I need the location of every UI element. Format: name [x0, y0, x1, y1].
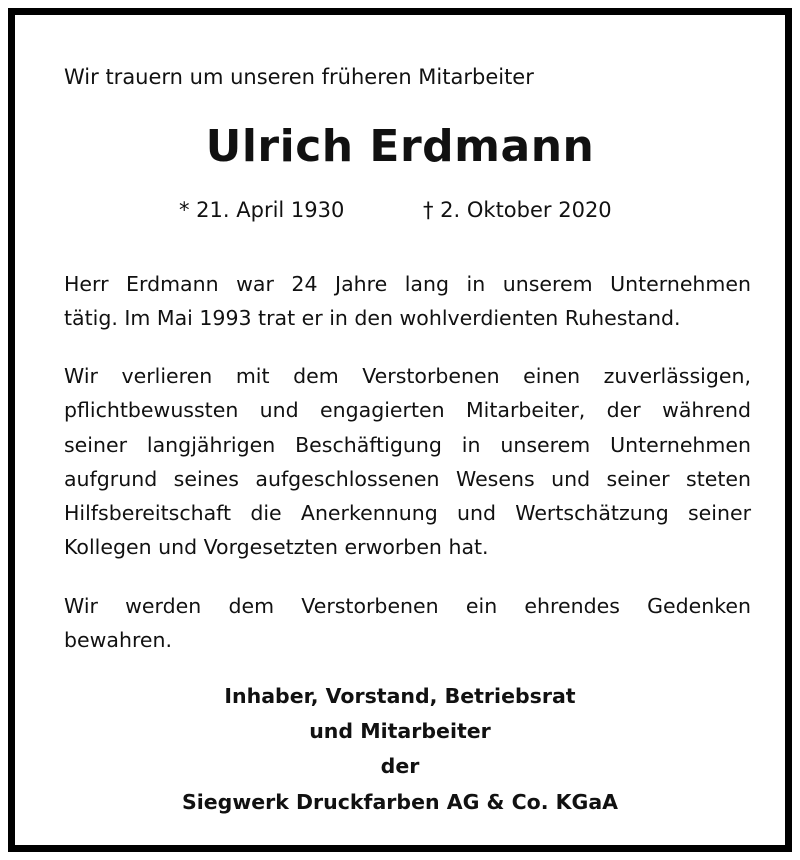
- birth-date: * 21. April 1930: [179, 198, 345, 222]
- signature-line-company: Siegwerk Druckfarben AG & Co. KGaA: [181, 789, 619, 814]
- signature-line-mourners: Inhaber, Vorstand, Betriebsrat: [224, 684, 576, 708]
- paragraph-line: Kollegen und Vorgesetzten erworben hat.: [64, 535, 489, 560]
- paragraph-line: Wir werden dem Verstorbenen ein ehrendes Gedenken: [64, 594, 751, 618]
- death-date: † 2. Oktober 2020: [423, 198, 612, 222]
- paragraph-remembrance: [64, 589, 751, 658]
- paragraph-line: seiner langjährigen Beschäftigung in unserem Unternehmen: [64, 432, 751, 457]
- paragraph-line: pflichtbewussten und engagierten Mitarbeiter, der während: [64, 398, 751, 423]
- signature-line-staff: und Mitarbeiter: [309, 719, 491, 744]
- paragraph-line: Wir verlieren mit dem Verstorbenen einen zuverlässigen,: [64, 364, 751, 388]
- paragraph-line: Herr Erdmann war 24 Jahre lang in unserem Unternehmen: [64, 272, 751, 296]
- obituary-frame: [8, 8, 792, 852]
- paragraph-career: [64, 267, 751, 336]
- paragraph-line: tätig. Im Mai 1993 trat er in den wohlverdienten Ruhestand.: [64, 306, 681, 331]
- signature-line-of: der: [380, 754, 420, 779]
- paragraph-line: aufgrund seines aufgeschlossenen Wesens und seiner steten: [64, 466, 751, 491]
- deceased-name: Ulrich Erdmann: [205, 121, 595, 172]
- paragraph-line: bewahren.: [64, 628, 173, 653]
- signature-block: [15, 679, 785, 820]
- intro-line: Wir trauern um unseren früheren Mitarbeiter: [64, 65, 534, 89]
- paragraph-line: Hilfsbereitschaft die Anerkennung und Wertschätzung seiner: [64, 501, 751, 526]
- paragraph-tribute: [64, 359, 751, 565]
